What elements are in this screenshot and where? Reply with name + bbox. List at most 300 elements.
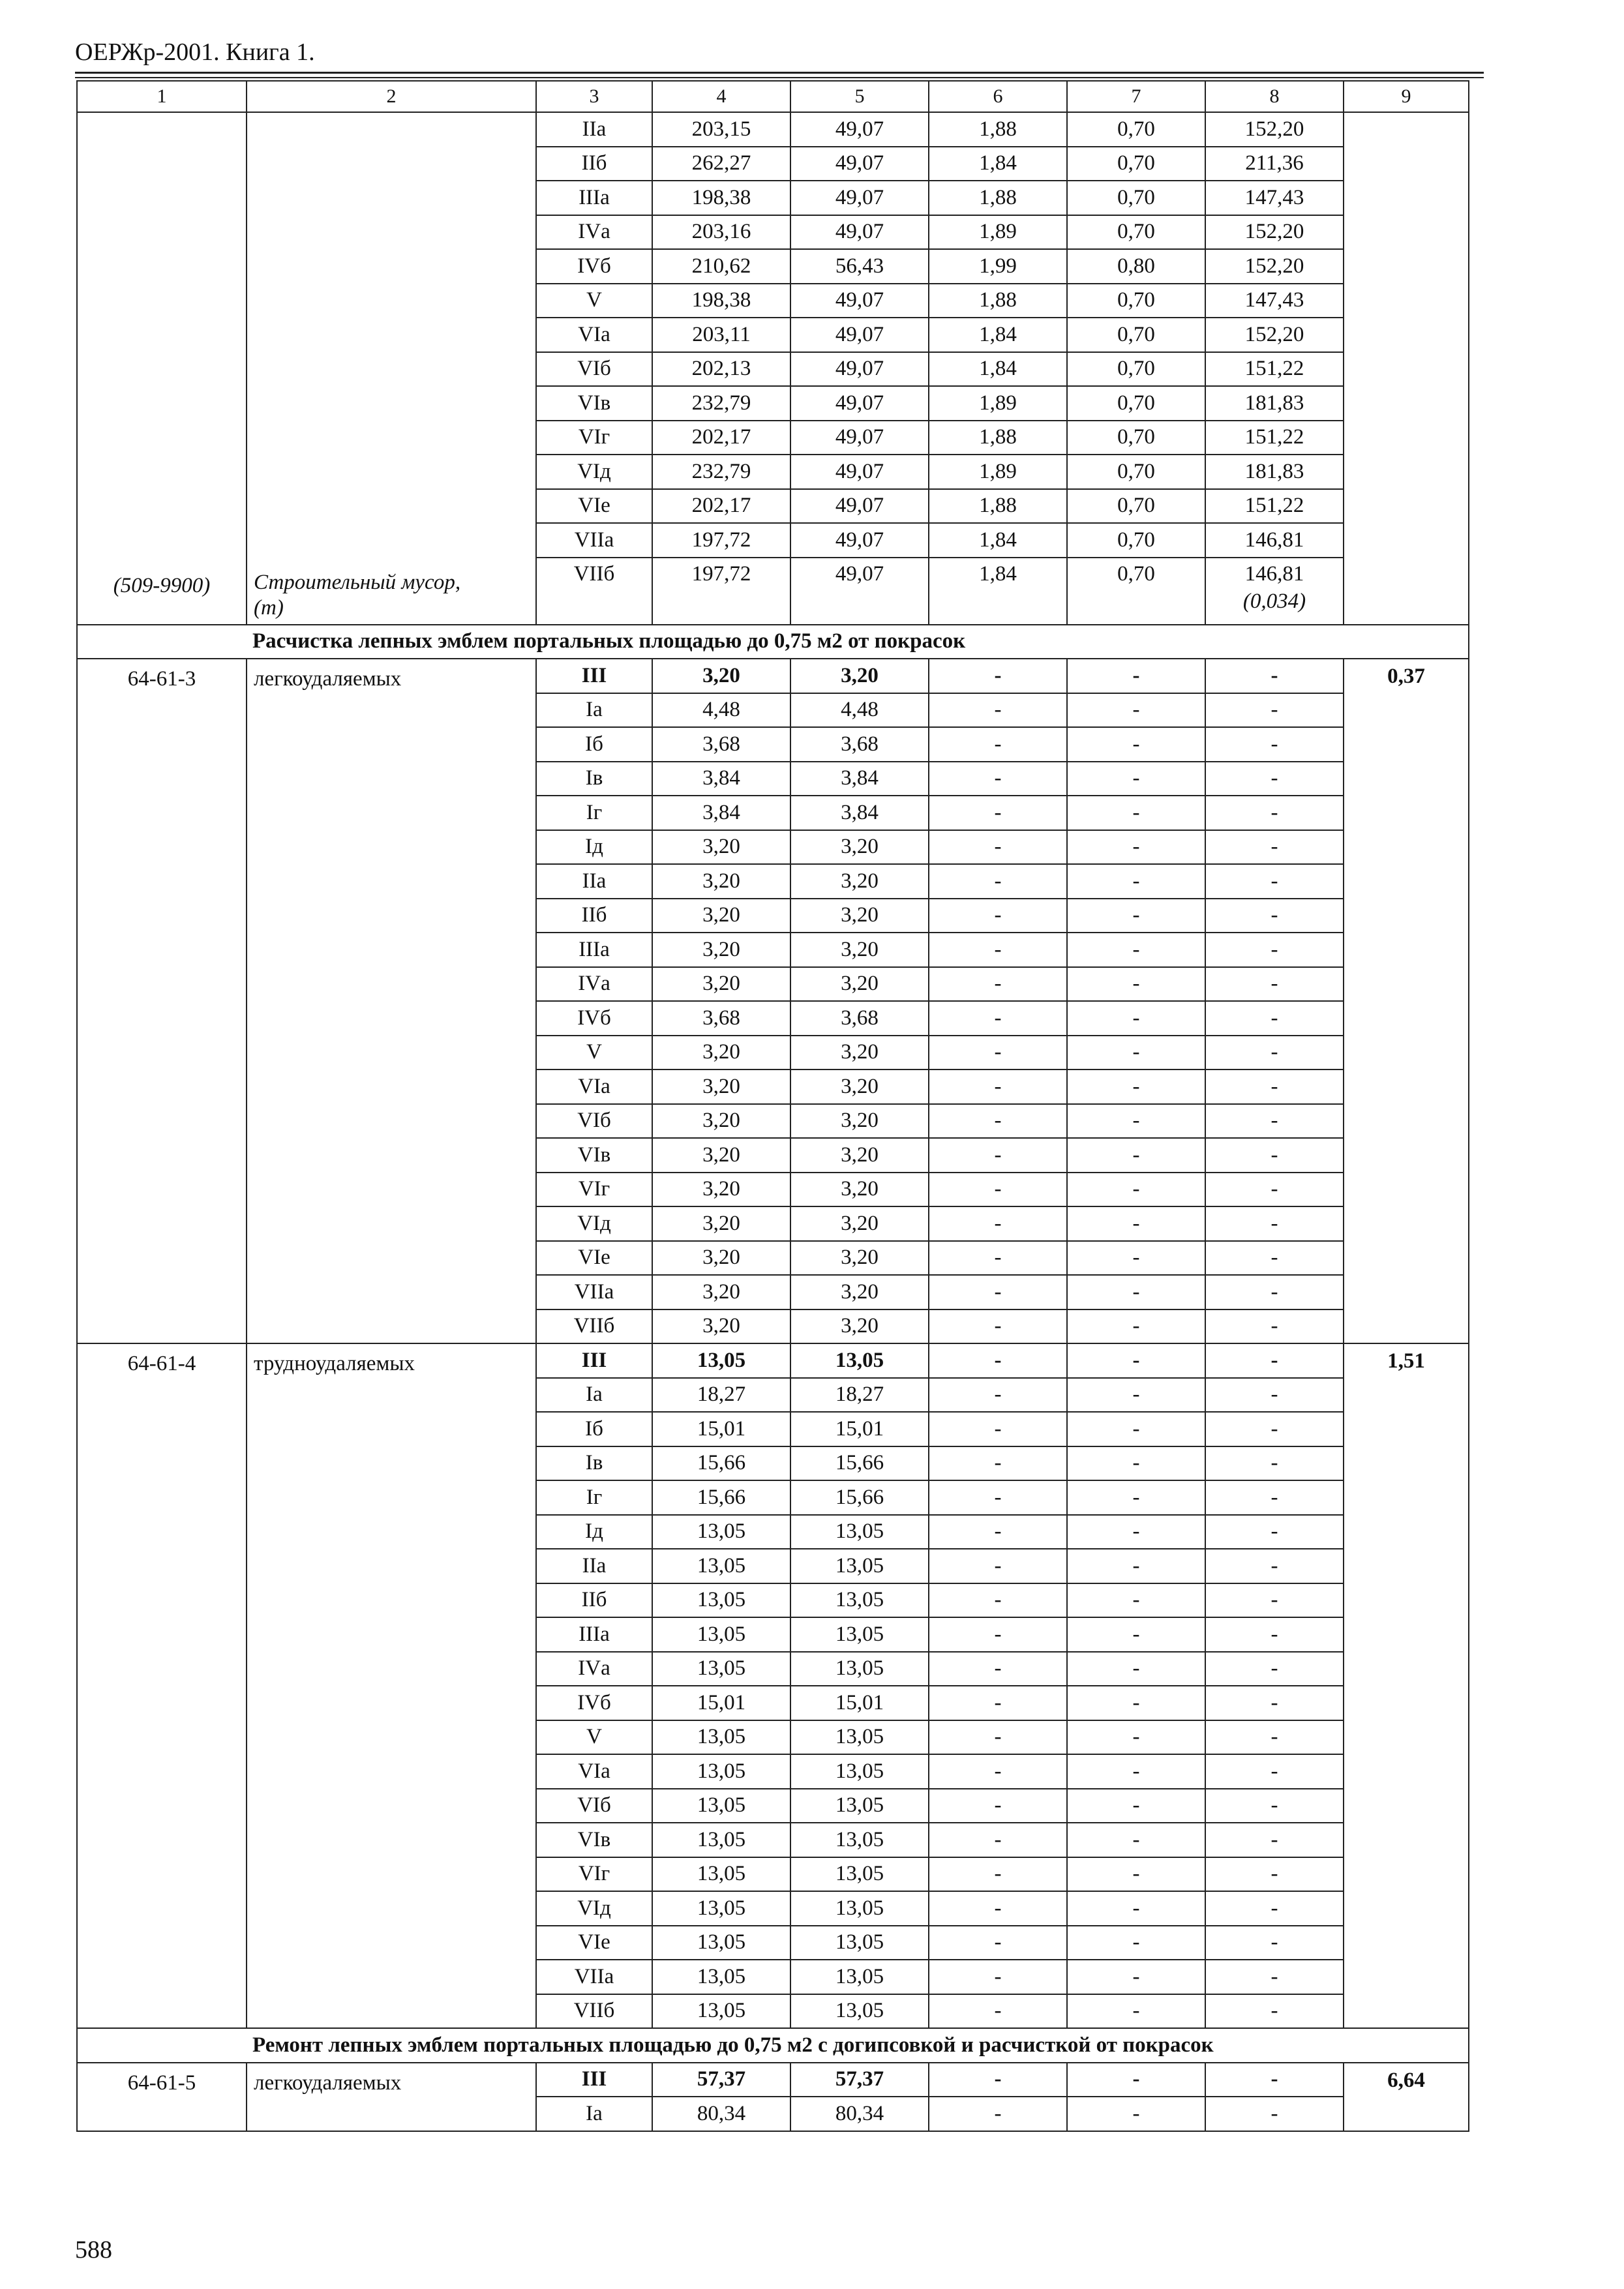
zone-cell: IVа <box>536 215 652 250</box>
column-number: 3 <box>536 81 652 112</box>
value-cell: 3,20 <box>652 830 790 865</box>
section-title-row <box>77 625 1469 659</box>
value-cell: 13,05 <box>790 1960 929 1994</box>
value-cell: 1,88 <box>929 421 1067 455</box>
value-cell: 0,70 <box>1067 112 1205 147</box>
value-cell: 0,70 <box>1067 318 1205 352</box>
value-cell: 3,20 <box>652 1104 790 1139</box>
zone-cell: Iб <box>536 1412 652 1446</box>
value-cell: 151,22 <box>1205 421 1344 455</box>
value-cell: 13,05 <box>790 1720 929 1755</box>
value-cell: - <box>929 1686 1067 1720</box>
value-cell: - <box>1067 1104 1205 1139</box>
value-cell: 49,07 <box>790 215 929 250</box>
value-cell: - <box>1067 1412 1205 1446</box>
value-cell: 203,16 <box>652 215 790 250</box>
value-cell: 13,05 <box>652 1583 790 1618</box>
value-cell: 80,34 <box>652 2097 790 2131</box>
value-cell: 0,70 <box>1067 147 1205 181</box>
value-cell: - <box>1205 1378 1344 1413</box>
value-cell: - <box>1205 1583 1344 1618</box>
value-cell: - <box>929 659 1067 693</box>
value-cell: 262,27 <box>652 147 790 181</box>
value-cell: 198,38 <box>652 284 790 318</box>
value-cell: 1,88 <box>929 489 1067 524</box>
value-cell: 181,83 <box>1205 386 1344 421</box>
value-cell: - <box>929 1104 1067 1139</box>
zone-cell: Iа <box>536 1378 652 1413</box>
value-cell: 13,05 <box>652 1823 790 1857</box>
zone-cell: Iа <box>536 693 652 728</box>
table-row <box>77 2063 1469 2097</box>
value-cell: - <box>1067 1309 1205 1344</box>
value-cell: - <box>1067 1652 1205 1686</box>
value-cell: 57,37 <box>790 2063 929 2097</box>
section-title-row <box>77 2028 1469 2063</box>
value-cell: - <box>1205 1720 1344 1755</box>
value-cell: - <box>1205 1686 1344 1720</box>
rates-table <box>76 80 1469 2132</box>
zone-cell: VIб <box>536 1104 652 1139</box>
value-cell: 151,22 <box>1205 489 1344 524</box>
zone-cell: Iг <box>536 1480 652 1515</box>
value-cell: - <box>1205 1275 1344 1309</box>
zone-cell: VIг <box>536 421 652 455</box>
value-cell: 15,66 <box>790 1480 929 1515</box>
waste-unit: (т) <box>254 595 284 620</box>
document-header: ОЕРЖр-2001. Книга 1. <box>75 38 315 66</box>
item-name: трудноудаляемых <box>247 1343 536 2028</box>
value-cell: 0,70 <box>1067 215 1205 250</box>
value-cell: - <box>929 1720 1067 1755</box>
value-cell: 3,68 <box>652 727 790 762</box>
value-cell: 3,84 <box>652 796 790 830</box>
value-cell: 202,17 <box>652 421 790 455</box>
value-cell: 0,70 <box>1067 421 1205 455</box>
value-cell: 4,48 <box>790 693 929 728</box>
value-cell: 147,43 <box>1205 284 1344 318</box>
value-cell: - <box>1067 1617 1205 1652</box>
value-cell: 151,22 <box>1205 352 1344 387</box>
value-cell: - <box>1067 1343 1205 1378</box>
value-cell: 0,70 <box>1067 181 1205 215</box>
zone-cell: IVа <box>536 1652 652 1686</box>
value-cell: 15,01 <box>790 1412 929 1446</box>
zone-cell: VIд <box>536 1206 652 1241</box>
value-cell: 146,81 <box>1205 558 1344 591</box>
value-cell: - <box>929 1138 1067 1173</box>
value-cell: 3,68 <box>790 1001 929 1036</box>
item-col9-value: 6,64 <box>1344 2063 1469 2131</box>
value-cell: 0,80 <box>1067 249 1205 284</box>
value-cell: 13,05 <box>652 1789 790 1823</box>
value-cell: 3,20 <box>790 967 929 1002</box>
value-cell: - <box>929 1241 1067 1276</box>
value-cell: - <box>1067 1480 1205 1515</box>
value-cell: - <box>1205 1515 1344 1549</box>
zone-cell: VIв <box>536 386 652 421</box>
value-cell: 13,05 <box>652 1857 790 1892</box>
value-cell: 56,43 <box>790 249 929 284</box>
value-cell: - <box>1205 1343 1344 1378</box>
section-title: Расчистка лепных эмблем портальных площадью до 0,75 м2 от покрасок <box>77 625 1469 659</box>
value-cell: 3,20 <box>790 1070 929 1104</box>
value-cell: 3,20 <box>790 830 929 865</box>
code-cell-empty <box>77 112 247 625</box>
value-cell: 3,68 <box>652 1001 790 1036</box>
value-cell: - <box>929 1926 1067 1960</box>
zone-cell: Iб <box>536 727 652 762</box>
value-cell: - <box>1205 1412 1344 1446</box>
item-code: 64-61-4 <box>77 1343 247 2028</box>
value-cell: - <box>929 933 1067 967</box>
value-cell: - <box>1067 2063 1205 2097</box>
value-cell: 13,05 <box>790 1515 929 1549</box>
value-cell: - <box>1205 1652 1344 1686</box>
value-cell: - <box>1205 2097 1344 2131</box>
value-cell: 203,11 <box>652 318 790 352</box>
value-cell: 49,07 <box>790 112 929 147</box>
value-cell: 15,01 <box>790 1686 929 1720</box>
value-cell: - <box>1067 1891 1205 1926</box>
zone-cell: III <box>536 1343 652 1378</box>
value-cell: - <box>1205 1823 1344 1857</box>
value-cell: - <box>929 1549 1067 1583</box>
zone-cell: VIIа <box>536 1275 652 1309</box>
value-cell: - <box>1067 727 1205 762</box>
value-cell: 0,70 <box>1067 523 1205 558</box>
value-cell: 3,68 <box>790 727 929 762</box>
zone-cell: IVб <box>536 1001 652 1036</box>
table-row <box>77 1343 1469 1378</box>
value-cell: 152,20 <box>1205 318 1344 352</box>
value-cell: 13,05 <box>652 1720 790 1755</box>
value-cell: - <box>1067 1241 1205 1276</box>
value-cell: 13,05 <box>790 1652 929 1686</box>
value-cell: - <box>929 2063 1067 2097</box>
zone-cell: VIIб <box>536 1994 652 2029</box>
zone-cell: VIб <box>536 352 652 387</box>
value-cell: 1,84 <box>929 523 1067 558</box>
value-cell: 49,07 <box>790 147 929 181</box>
zone-cell: Iа <box>536 2097 652 2131</box>
value-cell: 0,70 <box>1067 558 1205 591</box>
value-cell: 1,89 <box>929 215 1067 250</box>
zone-cell: Iд <box>536 1515 652 1549</box>
value-cell: 13,05 <box>790 1926 929 1960</box>
zone-cell: VIд <box>536 1891 652 1926</box>
value-cell: 3,20 <box>790 1275 929 1309</box>
value-cell: - <box>929 864 1067 899</box>
value-cell: - <box>1205 1206 1344 1241</box>
column-number: 2 <box>247 81 536 112</box>
zone-cell: VIIа <box>536 523 652 558</box>
value-cell: 3,20 <box>790 1206 929 1241</box>
value-cell: 13,05 <box>652 1960 790 1994</box>
value-cell: - <box>929 727 1067 762</box>
zone-cell: IIIа <box>536 1617 652 1652</box>
value-cell: 13,05 <box>790 1994 929 2029</box>
zone-cell: VIе <box>536 489 652 524</box>
value-cell: - <box>1205 1446 1344 1481</box>
value-cell: - <box>1067 796 1205 830</box>
zone-cell-empty <box>536 591 652 625</box>
value-cell: 1,88 <box>929 181 1067 215</box>
col9-cell-empty <box>1344 112 1469 625</box>
value-cell-empty <box>1067 591 1205 625</box>
table-row <box>77 659 1469 693</box>
value-cell: - <box>1067 1583 1205 1618</box>
value-cell: 13,05 <box>790 1823 929 1857</box>
value-cell: 3,20 <box>652 1070 790 1104</box>
value-cell: - <box>1067 1857 1205 1892</box>
value-cell: 49,07 <box>790 181 929 215</box>
value-cell: 3,20 <box>790 1173 929 1207</box>
item-code: 64-61-5 <box>77 2063 247 2131</box>
value-cell: - <box>1067 899 1205 933</box>
column-number: 5 <box>790 81 929 112</box>
value-cell: - <box>1205 830 1344 865</box>
value-cell: 13,05 <box>652 1652 790 1686</box>
zone-cell: VIв <box>536 1138 652 1173</box>
value-cell: - <box>929 762 1067 796</box>
zone-cell: V <box>536 1036 652 1070</box>
value-cell: - <box>929 1789 1067 1823</box>
waste-value: (0,034) <box>1205 591 1344 625</box>
value-cell: - <box>1067 1994 1205 2029</box>
value-cell: 3,84 <box>790 762 929 796</box>
value-cell: 1,88 <box>929 112 1067 147</box>
value-cell: 13,05 <box>790 1617 929 1652</box>
value-cell: - <box>929 1343 1067 1378</box>
value-cell: 57,37 <box>652 2063 790 2097</box>
value-cell: - <box>1205 659 1344 693</box>
value-cell: - <box>1067 933 1205 967</box>
waste-code: (509-9900) <box>113 573 211 597</box>
zone-cell: IIа <box>536 864 652 899</box>
value-cell: - <box>1205 1754 1344 1789</box>
value-cell: - <box>929 1309 1067 1344</box>
value-cell: - <box>1205 1480 1344 1515</box>
value-cell: - <box>929 1412 1067 1446</box>
value-cell: 0,70 <box>1067 386 1205 421</box>
value-cell: - <box>1205 1001 1344 1036</box>
value-cell: - <box>1205 727 1344 762</box>
value-cell-empty <box>929 591 1067 625</box>
value-cell: - <box>1205 1241 1344 1276</box>
value-cell: 13,05 <box>652 1926 790 1960</box>
value-cell: 1,88 <box>929 284 1067 318</box>
value-cell: - <box>1067 864 1205 899</box>
value-cell: 1,84 <box>929 318 1067 352</box>
value-cell: 13,05 <box>790 1891 929 1926</box>
value-cell: - <box>1205 1926 1344 1960</box>
header-rule-secondary <box>75 77 1484 78</box>
value-cell: - <box>1205 1309 1344 1344</box>
value-cell: - <box>929 1378 1067 1413</box>
name-cell-empty <box>247 112 536 625</box>
item-code: 64-61-3 <box>77 659 247 1343</box>
value-cell: 3,20 <box>652 899 790 933</box>
value-cell: - <box>1067 1789 1205 1823</box>
value-cell: 13,05 <box>652 1891 790 1926</box>
value-cell-empty <box>790 591 929 625</box>
zone-cell: Iв <box>536 1446 652 1481</box>
value-cell: - <box>1067 1686 1205 1720</box>
value-cell: 3,20 <box>652 967 790 1002</box>
value-cell: - <box>1205 1960 1344 1994</box>
value-cell: - <box>1205 1617 1344 1652</box>
value-cell: 13,05 <box>790 1754 929 1789</box>
value-cell: - <box>929 1446 1067 1481</box>
value-cell: - <box>1067 1036 1205 1070</box>
value-cell: 49,07 <box>790 352 929 387</box>
zone-cell: VIе <box>536 1926 652 1960</box>
value-cell: 152,20 <box>1205 112 1344 147</box>
value-cell: 3,20 <box>790 899 929 933</box>
zone-cell: IVа <box>536 967 652 1002</box>
column-number-row <box>77 81 1469 112</box>
value-cell: 1,89 <box>929 455 1067 489</box>
value-cell: - <box>1205 1994 1344 2029</box>
value-cell: - <box>1205 796 1344 830</box>
value-cell: - <box>929 1994 1067 2029</box>
value-cell: 13,05 <box>790 1583 929 1618</box>
value-cell: - <box>929 1173 1067 1207</box>
zone-cell: V <box>536 284 652 318</box>
value-cell: 49,07 <box>790 421 929 455</box>
item-col9-value: 1,51 <box>1344 1343 1469 2028</box>
zone-cell: VIIб <box>536 1309 652 1344</box>
zone-cell: VIд <box>536 455 652 489</box>
value-cell: - <box>1067 1446 1205 1481</box>
value-cell: 3,20 <box>652 1309 790 1344</box>
column-number: 7 <box>1067 81 1205 112</box>
value-cell: - <box>1205 1104 1344 1139</box>
value-cell: 49,07 <box>790 318 929 352</box>
value-cell: - <box>1205 1173 1344 1207</box>
value-cell: - <box>1067 1720 1205 1755</box>
value-cell: - <box>929 2097 1067 2131</box>
zone-cell: VIIб <box>536 558 652 591</box>
value-cell: - <box>1067 1823 1205 1857</box>
value-cell: 3,20 <box>652 1206 790 1241</box>
value-cell: 3,20 <box>790 1241 929 1276</box>
value-cell: - <box>929 830 1067 865</box>
value-cell: 147,43 <box>1205 181 1344 215</box>
value-cell: - <box>929 1754 1067 1789</box>
value-cell: - <box>1205 1789 1344 1823</box>
zone-cell: IIIа <box>536 181 652 215</box>
value-cell: 152,20 <box>1205 215 1344 250</box>
value-cell: - <box>1205 933 1344 967</box>
value-cell: 1,84 <box>929 147 1067 181</box>
column-number: 6 <box>929 81 1067 112</box>
value-cell: - <box>1067 1754 1205 1789</box>
zone-cell: Iг <box>536 796 652 830</box>
value-cell: - <box>929 1652 1067 1686</box>
value-cell: 3,20 <box>652 1275 790 1309</box>
section-title: Ремонт лепных эмблем портальных площадью до 0,75 м2 с догипсовкой и расчисткой от покрасок <box>77 2028 1469 2063</box>
value-cell: 152,20 <box>1205 249 1344 284</box>
value-cell: 13,05 <box>652 1994 790 2029</box>
value-cell: - <box>929 1001 1067 1036</box>
zone-cell: IIб <box>536 147 652 181</box>
value-cell: 181,83 <box>1205 455 1344 489</box>
value-cell: 18,27 <box>652 1378 790 1413</box>
value-cell: 3,20 <box>652 1138 790 1173</box>
value-cell: - <box>1067 1275 1205 1309</box>
value-cell: 1,84 <box>929 558 1067 591</box>
value-cell: 203,15 <box>652 112 790 147</box>
value-cell: 18,27 <box>790 1378 929 1413</box>
value-cell: 3,20 <box>790 659 929 693</box>
value-cell: - <box>929 1583 1067 1618</box>
value-cell: 49,07 <box>790 386 929 421</box>
value-cell: - <box>1205 1549 1344 1583</box>
value-cell-empty <box>652 591 790 625</box>
value-cell: 13,05 <box>652 1515 790 1549</box>
value-cell: - <box>1205 1857 1344 1892</box>
value-cell: 3,20 <box>790 933 929 967</box>
zone-cell: VIа <box>536 1070 652 1104</box>
value-cell: 1,84 <box>929 352 1067 387</box>
value-cell: - <box>1205 1138 1344 1173</box>
value-cell: - <box>929 1823 1067 1857</box>
value-cell: 15,66 <box>652 1446 790 1481</box>
value-cell: 3,20 <box>652 933 790 967</box>
column-number: 9 <box>1344 81 1469 112</box>
value-cell: 146,81 <box>1205 523 1344 558</box>
value-cell: 15,66 <box>652 1480 790 1515</box>
item-name: легкоудаляемых <box>247 659 536 1343</box>
value-cell: 0,70 <box>1067 489 1205 524</box>
value-cell: 49,07 <box>790 284 929 318</box>
column-number: 8 <box>1205 81 1344 112</box>
value-cell: 3,20 <box>652 1036 790 1070</box>
value-cell: 1,99 <box>929 249 1067 284</box>
header-rule <box>75 72 1484 74</box>
value-cell: - <box>1205 1891 1344 1926</box>
value-cell: - <box>1067 762 1205 796</box>
value-cell: 13,05 <box>790 1343 929 1378</box>
value-cell: 49,07 <box>790 455 929 489</box>
value-cell: - <box>1067 967 1205 1002</box>
value-cell: 3,20 <box>790 1036 929 1070</box>
value-cell: - <box>1205 967 1344 1002</box>
value-cell: - <box>1205 864 1344 899</box>
column-number: 4 <box>652 81 790 112</box>
value-cell: - <box>1205 1036 1344 1070</box>
value-cell: - <box>929 1480 1067 1515</box>
value-cell: 3,20 <box>790 1138 929 1173</box>
value-cell: 13,05 <box>652 1754 790 1789</box>
value-cell: 3,20 <box>790 864 929 899</box>
value-cell: 202,13 <box>652 352 790 387</box>
value-cell: 197,72 <box>652 558 790 591</box>
value-cell: - <box>929 1515 1067 1549</box>
value-cell: - <box>929 693 1067 728</box>
column-number: 1 <box>77 81 247 112</box>
value-cell: - <box>1205 1070 1344 1104</box>
value-cell: 15,66 <box>790 1446 929 1481</box>
waste-name: Строительный мусор, <box>254 570 461 594</box>
value-cell: 198,38 <box>652 181 790 215</box>
value-cell: - <box>1067 1515 1205 1549</box>
page-number: 588 <box>75 2236 112 2264</box>
zone-cell: V <box>536 1720 652 1755</box>
value-cell: - <box>1205 762 1344 796</box>
